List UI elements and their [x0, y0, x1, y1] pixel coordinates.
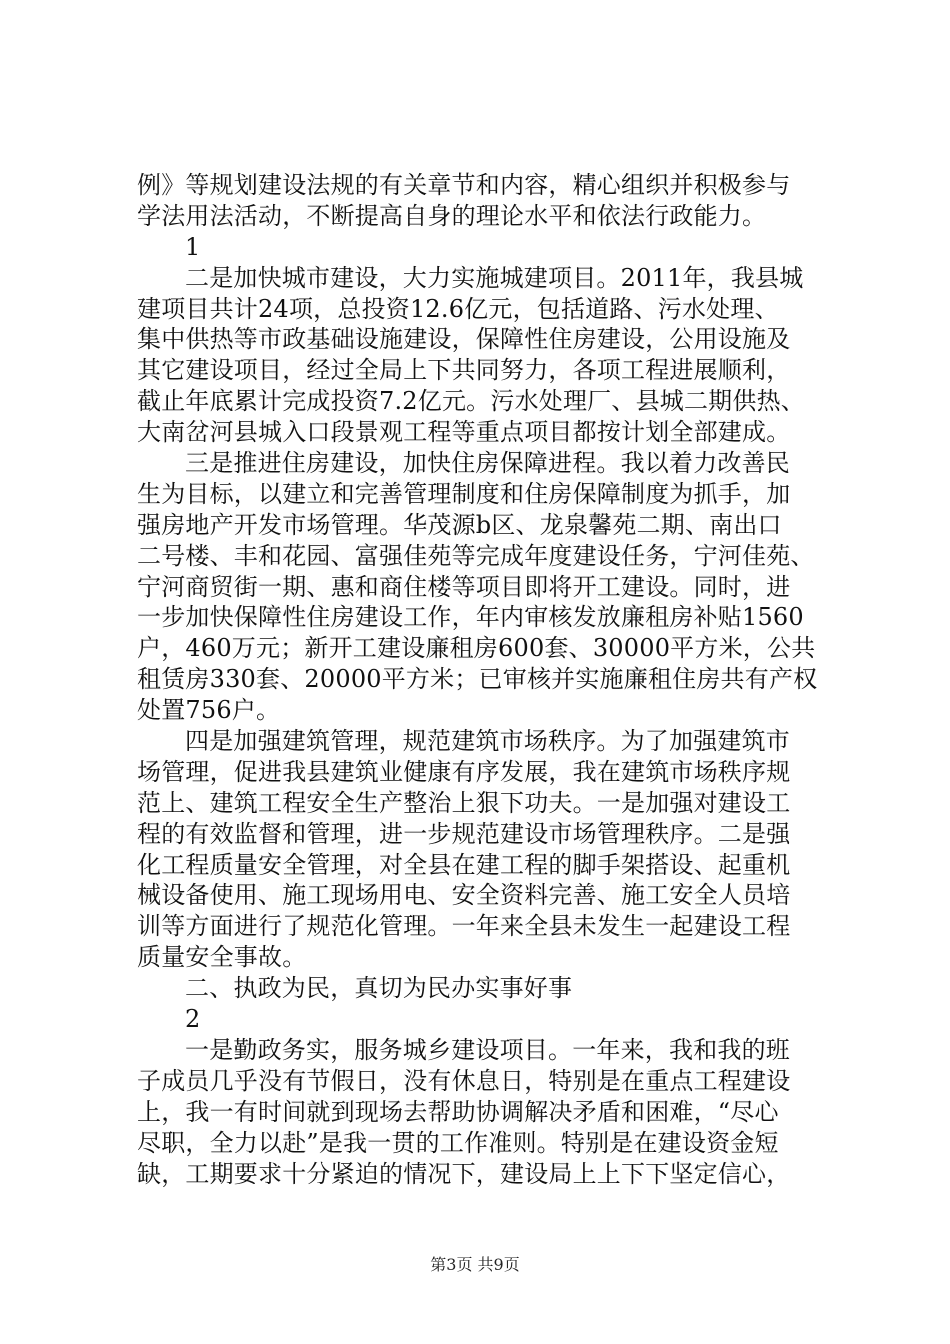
- text-line: 宁河商贸街一期、惠和商住楼等项目即将开工建设。同时，进: [137, 572, 791, 601]
- text-line: 集中供热等市政基础设施建设，保障性住房建设，公用设施及: [137, 325, 791, 354]
- text-line: 二号楼、丰和花园、富强佳苑等完成年度建设任务，宁河佳苑、: [137, 541, 815, 570]
- text-line: 四是加强建筑管理，规范建筑市场秩序。为了加强建筑市: [185, 727, 790, 756]
- body-text: [137, 170, 837, 1189]
- page-footer: 第3页 共9页: [430, 1255, 520, 1274]
- text-line: 一步加快保障性住房建设工作，年内审核发放廉租房补贴1560: [137, 603, 804, 632]
- text-line: 上，我一有时间就到现场去帮助协调解决矛盾和困难，“尽心: [137, 1097, 779, 1126]
- footnote-marker: 1: [185, 232, 201, 261]
- text-line: 缺，工期要求十分紧迫的情况下，建设局上上下下坚定信心，: [137, 1159, 791, 1188]
- text-line: 租赁房330套、20000平方米；已审核并实施廉租住房共有产权: [137, 665, 818, 694]
- text-line: 尽职，全力以赴”是我一贯的工作准则。特别是在建设资金短: [137, 1128, 779, 1157]
- text-line: 强房地产开发市场管理。华茂源b区、龙泉馨苑二期、南出口: [137, 510, 782, 539]
- text-line: 处置756户。: [137, 696, 281, 725]
- text-line: 质量安全事故。: [137, 943, 307, 972]
- text-line: 建项目共计24项，总投资12.6亿元，包括道路、污水处理、: [137, 294, 779, 323]
- section-heading: 二、执政为民，真切为民办实事好事: [185, 974, 573, 1003]
- text-line: 生为目标，以建立和完善管理制度和住房保障制度为抓手，加: [137, 479, 791, 508]
- text-line: 二是加快城市建设，大力实施城建项目。2011年，我县城: [185, 263, 804, 292]
- footnote-marker: 2: [185, 1005, 201, 1034]
- text-line: 程的有效监督和管理，进一步规范建设市场管理秩序。二是强: [137, 819, 791, 848]
- text-line: 截止年底累计完成投资7.2亿元。污水处理厂、县城二期供热、: [137, 387, 805, 416]
- text-line: 化工程质量安全管理，对全县在建工程的脚手架搭设、起重机: [137, 850, 791, 879]
- text-line: 场管理，促进我县建筑业健康有序发展，我在建筑市场秩序规: [137, 757, 791, 786]
- text-line: 学法用法活动，不断提高自身的理论水平和依法行政能力。: [137, 201, 767, 230]
- text-line: 训等方面进行了规范化管理。一年来全县未发生一起建设工程: [137, 912, 791, 941]
- text-line: 一是勤政务实，服务城乡建设项目。一年来，我和我的班: [185, 1035, 790, 1064]
- text-line: 大南岔河县城入口段景观工程等重点项目都按计划全部建成。: [137, 418, 791, 447]
- text-line: 子成员几乎没有节假日，没有休息日，特别是在重点工程建设: [137, 1066, 791, 1095]
- text-line: 械设备使用、施工现场用电、安全资料完善、施工安全人员培: [137, 881, 791, 910]
- text-line: 范上、建筑工程安全生产整治上狠下功夫。一是加强对建设工: [137, 788, 791, 817]
- text-line: 其它建设项目，经过全局上下共同努力，各项工程进展顺利，: [137, 356, 791, 385]
- text-line: 三是推进住房建设，加快住房保障进程。我以着力改善民: [185, 449, 790, 478]
- text-line: 例》等规划建设法规的有关章节和内容，精心组织并积极参与: [137, 171, 791, 199]
- text-line: 户，460万元；新开工建设廉租房600套、30000平方米，公共: [137, 634, 816, 663]
